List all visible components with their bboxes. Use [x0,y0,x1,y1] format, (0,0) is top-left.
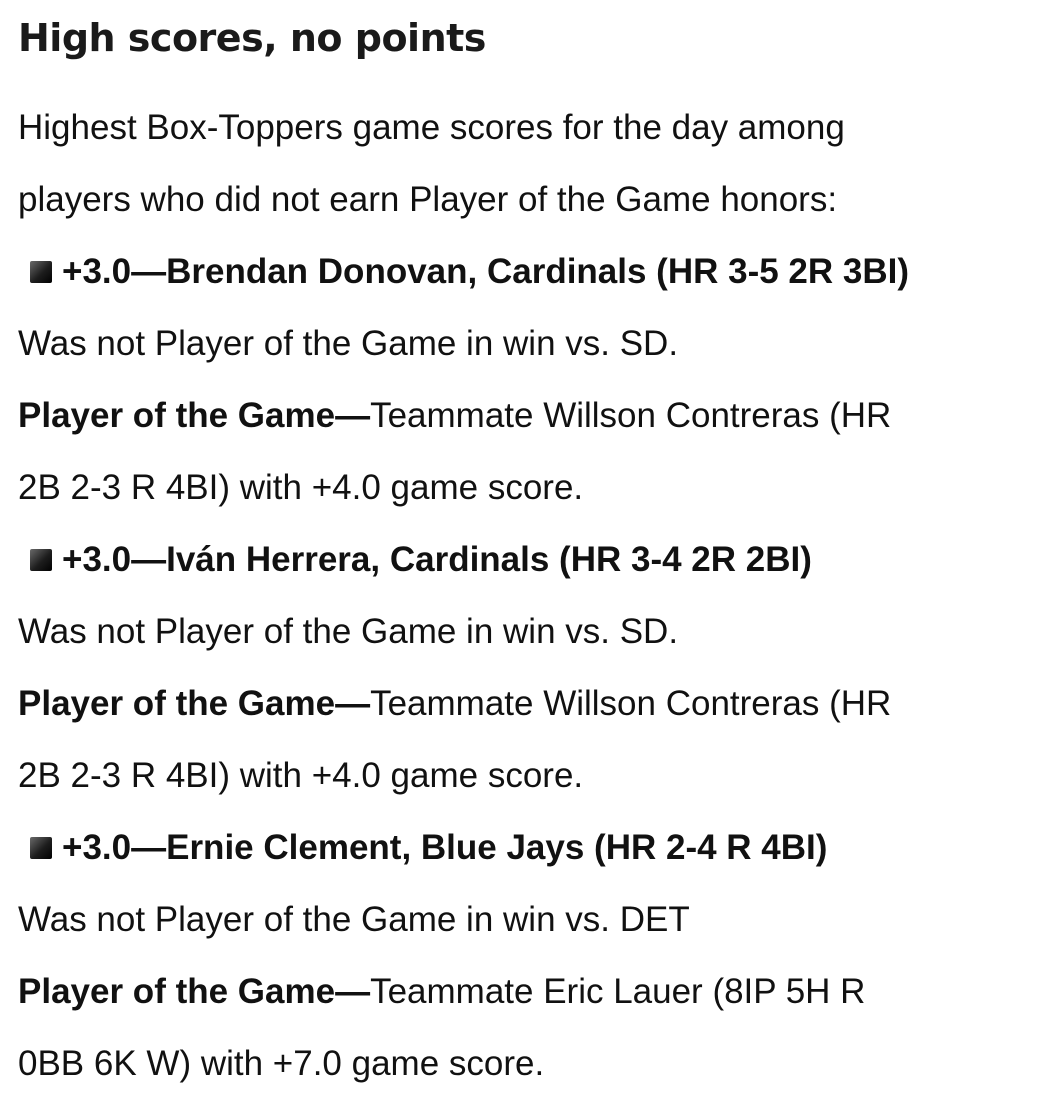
potg-line [18,956,1038,1028]
intro-line: Highest Box-Toppers game scores for the day among [18,108,845,147]
entry-title-text: +3.0—Brendan Donovan, Cardinals (HR 3-5 2R 3BI) [62,252,910,291]
entry-note: Was not Player of the Game in win vs. SD. [18,324,679,363]
potg-line [18,380,1038,452]
potg-label: Player of the Game— [18,396,371,435]
square-bullet-icon [30,549,52,571]
potg-line-cont: 2B 2-3 R 4BI) with +4.0 game score. [18,468,584,507]
entry [18,524,1038,812]
entry-title [18,236,1038,308]
intro-line: players who did not earn Player of the Game honors: [18,180,838,219]
entry-title [18,812,1038,884]
entry [18,812,1038,1100]
article [18,0,1038,1100]
entry-note: Was not Player of the Game in win vs. SD. [18,612,679,651]
headline: High scores, no points [18,16,486,60]
entry-title-text: +3.0—Iván Herrera, Cardinals (HR 3-4 2R 2BI) [62,540,812,579]
entry-title-text: +3.0—Ernie Clement, Blue Jays (HR 2-4 R 4BI) [62,828,828,867]
entry-title [18,524,1038,596]
potg-label: Player of the Game— [18,972,371,1011]
potg-line [18,668,1038,740]
square-bullet-icon [30,261,52,283]
intro [18,92,1038,236]
square-bullet-icon [30,837,52,859]
potg-line-cont: 0BB 6K W) with +7.0 game score. [18,1044,545,1083]
potg-label: Player of the Game— [18,684,371,723]
entry [18,236,1038,524]
potg-line-cont: 2B 2-3 R 4BI) with +4.0 game score. [18,756,584,795]
potg-text: Teammate Eric Lauer (8IP 5H R [370,972,866,1011]
entry-note: Was not Player of the Game in win vs. DET [18,900,690,939]
potg-text: Teammate Willson Contreras (HR [370,684,892,723]
potg-text: Teammate Willson Contreras (HR [370,396,892,435]
